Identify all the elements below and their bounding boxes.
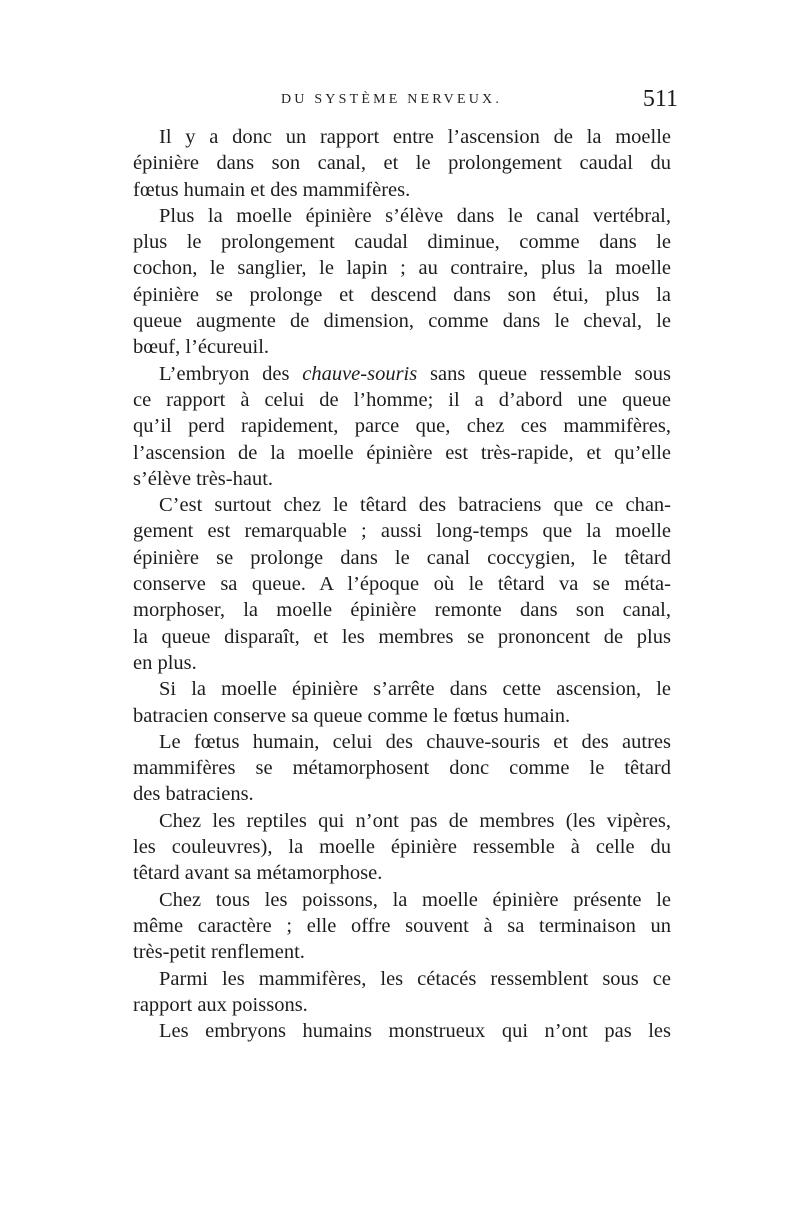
text-line: épinière dans son canal, et le prolongement caudal du [133,152,671,175]
text-line: Parmi les mammifères, les cétacés ressemblent sous ce [159,967,671,990]
text-line: plus le prolongement caudal diminue, comme dans le [133,231,671,254]
text-line: Si la moelle épinière s’arrête dans cette ascension, le [159,678,671,701]
text-line: l’ascension de la moelle épinière est très-rapide, et qu’elle [133,441,671,464]
text-line: Plus la moelle épinière s’élève dans le canal vertébral, [159,204,671,227]
text-line: bœuf, l’écureuil. [133,336,270,359]
text-line: Il y a donc un rapport entre l’ascension de la moelle [159,126,671,148]
text-line: Chez tous les poissons, la moelle épinière présente le [159,888,671,911]
text-line: fœtus humain et des mammifères. [133,178,411,201]
text-line: cochon, le sanglier, le lapin ; au contraire, plus la moelle [133,257,671,280]
text-line: épinière se prolonge dans le canal coccygien, le têtard [133,546,671,569]
text-line: les couleuvres), la moelle épinière ressemble à celle du [133,836,671,859]
text-line: gement est remarquable ; aussi long-temps que la moelle [133,520,671,543]
text-line: très-petit renflement. [133,941,305,964]
text-line: conserve sa queue. A l’époque où le têtard va se méta- [133,573,671,596]
text-line: morphoser, la moelle épinière remonte dans son canal, [133,599,671,622]
text-line [133,361,671,387]
text-segment: sans queue ressemble sous [417,362,671,385]
page-number: 511 [642,86,678,112]
text-line: Le fœtus humain, celui des chauve-souris et des autres [159,730,671,753]
text-line: qu’il perd rapidement, parce que, chez ces mammifères, [133,415,671,438]
running-title: DU SYSTÈME NERVEUX. [281,92,503,107]
text-line: ce rapport à celui de l’homme; il a d’abord une queue [133,388,671,411]
text-line: Les embryons humains monstrueux qui n’ont pas les [159,1020,671,1043]
text-line: la queue disparaît, et les membres se prononcent de plus [133,625,671,648]
italic-term: chauve-souris [302,362,418,385]
text-line: même caractère ; elle offre souvent à sa terminaison un [133,914,671,937]
text-line: épinière se prolonge et descend dans son étui, plus la [133,283,671,306]
text-line: s’élève très-haut. [133,467,274,490]
text-line: en plus. [133,651,197,674]
text-line: queue augmente de dimension, comme dans le cheval, le [133,310,671,333]
text-line: Chez les reptiles qui n’ont pas de membres (les vipères, [159,809,671,832]
text-line: mammifères se métamorphosent donc comme le têtard [133,757,671,780]
text-line: C’est surtout chez le têtard des batraciens que ce chan- [159,494,671,517]
text-line: rapport aux poissons. [133,993,308,1016]
text-line: batracien conserve sa queue comme le fœtus humain. [133,704,571,727]
text-segment: L’embryon des [159,362,303,385]
text-line: des batraciens. [133,783,254,806]
page-header [133,86,684,126]
text-line: têtard avant sa métamorphose. [133,862,383,885]
body-text [133,124,671,1044]
